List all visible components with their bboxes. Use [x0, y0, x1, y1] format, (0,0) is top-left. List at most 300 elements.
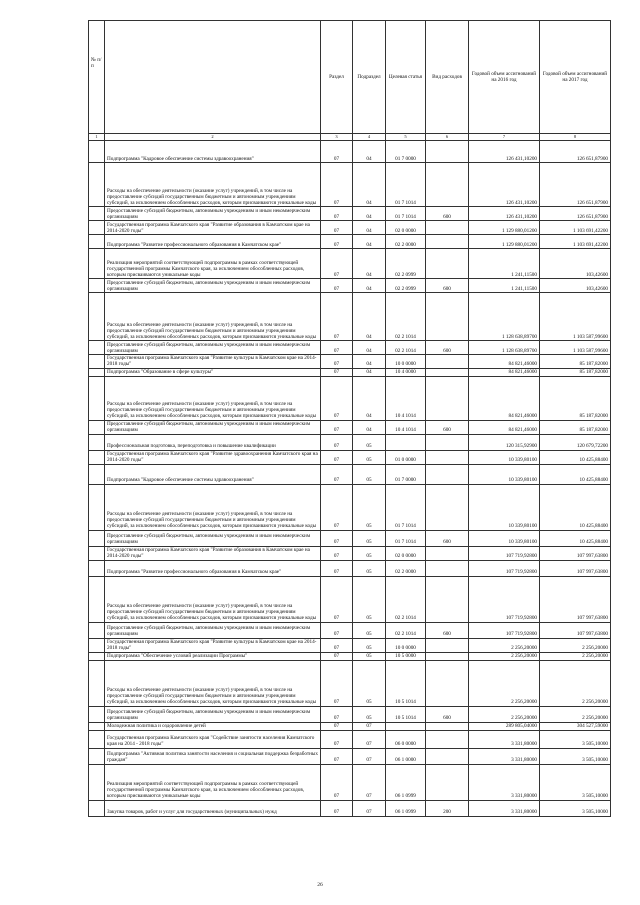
- cell-amount-2017: 10 425,88400: [540, 464, 611, 484]
- cell-num: [89, 434, 105, 450]
- cell-razdel: 07: [321, 434, 353, 450]
- cell-target: 02 2 1014: [386, 293, 426, 341]
- cell-name: Подпрограмма "Кадровое обеспечение системы здравоохранения": [105, 464, 321, 484]
- cell-num: [89, 622, 105, 638]
- cell-amount-2017: 3 505,10000: [540, 730, 611, 748]
- cell-amount-2017: 3 505,10000: [540, 800, 611, 816]
- cell-razdel: 07: [321, 546, 353, 560]
- cell-amount-2017: 1 103 587,99600: [540, 341, 611, 355]
- cell-num: [89, 141, 105, 163]
- cell-amount-2016: 1 241,11500: [469, 279, 540, 293]
- cell-vid: [426, 450, 469, 464]
- cell-vid: [426, 163, 469, 207]
- cell-razdel: 07: [321, 450, 353, 464]
- cell-name: Предоставление субсидий бюджетным, автономным учреждениям и иным некоммерческим организациям: [105, 622, 321, 638]
- cell-amount-2017: 304 527,59000: [540, 722, 611, 730]
- cell-amount-2016: 1 128 638,89700: [469, 293, 540, 341]
- cell-podrazdel: 04: [353, 141, 386, 163]
- cell-amount-2016: 84 821,46000: [469, 376, 540, 420]
- cell-razdel: 07: [321, 484, 353, 530]
- cell-amount-2016: 2 256,20000: [469, 638, 540, 652]
- cell-name: Государственная программа Камчатского края "Развитие культуры в Камчатском крае на 2014-2018 годы": [105, 638, 321, 652]
- cell-amount-2017: 107 997,63800: [540, 576, 611, 622]
- cell-num: [89, 450, 105, 464]
- cell-razdel: 07: [321, 748, 353, 764]
- table-row: [89, 141, 611, 163]
- cell-name: Предоставление субсидий бюджетным, автономным учреждениям и иным некоммерческим организациям: [105, 207, 321, 221]
- table-row: [89, 355, 611, 368]
- header-year-2017: Годовой объем ассигнований на 2017 год: [540, 21, 611, 134]
- col-num: 5: [386, 134, 426, 141]
- cell-razdel: 07: [321, 706, 353, 722]
- table-row: [89, 660, 611, 706]
- cell-podrazdel: 04: [353, 355, 386, 368]
- cell-amount-2017: 126 651,87900: [540, 207, 611, 221]
- cell-amount-2016: 107 719,92800: [469, 576, 540, 622]
- cell-num: [89, 748, 105, 764]
- cell-vid: [426, 722, 469, 730]
- cell-amount-2016: 3 331,80000: [469, 800, 540, 816]
- cell-vid: 600: [426, 420, 469, 434]
- cell-name: Расходы на обеспечение деятельности (оказание услуг) учреждений, в том числе на предоставление субсидий государственным бюджетным и автономным учреждениям субсидий, за исключением обособленных расходов, которым присваиваются уникальные коды: [105, 293, 321, 341]
- cell-num: [89, 484, 105, 530]
- cell-amount-2017: 103,42600: [540, 249, 611, 279]
- col-num: 7: [469, 134, 540, 141]
- cell-amount-2016: 84 821,46000: [469, 420, 540, 434]
- cell-vid: [426, 764, 469, 800]
- cell-num: [89, 706, 105, 722]
- cell-podrazdel: 05: [353, 638, 386, 652]
- cell-amount-2017: 2 256,20000: [540, 660, 611, 706]
- cell-amount-2016: 107 719,92800: [469, 622, 540, 638]
- header-podrazdel: Подраздел: [353, 21, 386, 134]
- cell-name: Предоставление субсидий бюджетным, автономным учреждениям и иным некоммерческим организациям: [105, 420, 321, 434]
- table-body: [89, 141, 611, 816]
- table-row: [89, 249, 611, 279]
- cell-razdel: 07: [321, 800, 353, 816]
- cell-amount-2017: 85 187,82000: [540, 420, 611, 434]
- cell-amount-2017: 10 425,88400: [540, 530, 611, 546]
- table-row: [89, 764, 611, 800]
- cell-amount-2017: 10 425,88400: [540, 450, 611, 464]
- cell-razdel: 07: [321, 420, 353, 434]
- cell-amount-2016: 3 331,80000: [469, 764, 540, 800]
- cell-podrazdel: 04: [353, 207, 386, 221]
- cell-target: 10 5 0000: [386, 652, 426, 660]
- cell-target: [386, 722, 426, 730]
- cell-vid: [426, 464, 469, 484]
- cell-target: 01 7 1014: [386, 530, 426, 546]
- cell-razdel: 07: [321, 221, 353, 235]
- cell-name: Подпрограмма "Развитие профессионального образования в Камчатском крае": [105, 235, 321, 249]
- page-number: 26: [317, 882, 323, 888]
- cell-name: Расходы на обеспечение деятельности (оказание услуг) учреждений, в том числе на предоставление субсидий государственным бюджетным и автономным учреждениям субсидий, за исключением обособленных расходов, которым присваиваются уникальные коды: [105, 576, 321, 622]
- table-row: [89, 576, 611, 622]
- cell-podrazdel: 04: [353, 163, 386, 207]
- cell-amount-2016: 10 339,80100: [469, 530, 540, 546]
- cell-name: Реализация мероприятий соответствующей подпрограммы в рамках соответствующей государственной программы Камчатского края, за исключением обособленных расходов, которым присваиваются уникальные коды: [105, 764, 321, 800]
- cell-razdel: 07: [321, 376, 353, 420]
- cell-name: Государственная программа Камчатского края "Развитие образования в Камчатском крае на 2014-2020 годы": [105, 221, 321, 235]
- cell-vid: 600: [426, 279, 469, 293]
- cell-amount-2017: 85 187,82000: [540, 368, 611, 376]
- cell-vid: [426, 660, 469, 706]
- cell-amount-2017: 103,42600: [540, 279, 611, 293]
- header-year-2016: Годовой объем ассигнований на 2016 год: [469, 21, 540, 134]
- cell-amount-2017: 1 103 691,42200: [540, 221, 611, 235]
- cell-amount-2016: 10 339,80100: [469, 464, 540, 484]
- cell-podrazdel: 07: [353, 800, 386, 816]
- cell-amount-2016: 126 431,10200: [469, 207, 540, 221]
- cell-num: [89, 293, 105, 341]
- cell-amount-2017: 3 505,10000: [540, 748, 611, 764]
- cell-target: 02 0 0000: [386, 546, 426, 560]
- cell-vid: [426, 560, 469, 576]
- table-row: [89, 235, 611, 249]
- cell-target: 02 2 0000: [386, 235, 426, 249]
- cell-razdel: 07: [321, 235, 353, 249]
- cell-vid: [426, 546, 469, 560]
- cell-amount-2016: 3 331,80000: [469, 748, 540, 764]
- cell-num: [89, 660, 105, 706]
- cell-podrazdel: 05: [353, 660, 386, 706]
- cell-name: Расходы на обеспечение деятельности (оказание услуг) учреждений, в том числе на предоставление субсидий государственным бюджетным и автономным учреждениям субсидий, за исключением обособленных расходов, которым присваиваются уникальные коды: [105, 163, 321, 207]
- cell-amount-2017: 107 997,63800: [540, 546, 611, 560]
- table-row: [89, 434, 611, 450]
- cell-num: [89, 235, 105, 249]
- table-row: [89, 800, 611, 816]
- table-row: [89, 546, 611, 560]
- cell-amount-2017: 126 651,87900: [540, 163, 611, 207]
- cell-amount-2016: 84 821,46000: [469, 355, 540, 368]
- table-row: [89, 622, 611, 638]
- table-row: [89, 376, 611, 420]
- cell-razdel: 07: [321, 163, 353, 207]
- cell-razdel: 07: [321, 141, 353, 163]
- cell-amount-2016: 126 431,10200: [469, 163, 540, 207]
- cell-num: [89, 207, 105, 221]
- cell-razdel: 07: [321, 722, 353, 730]
- cell-podrazdel: 04: [353, 249, 386, 279]
- cell-vid: 600: [426, 530, 469, 546]
- header-name: [105, 21, 321, 134]
- table-row: [89, 722, 611, 730]
- cell-amount-2016: 2 256,20000: [469, 706, 540, 722]
- cell-target: 02 2 0999: [386, 279, 426, 293]
- cell-target: 02 2 0999: [386, 249, 426, 279]
- cell-num: [89, 249, 105, 279]
- cell-num: [89, 730, 105, 748]
- cell-target: [386, 434, 426, 450]
- cell-name: Подпрограмма "Образование в сфере культуры": [105, 368, 321, 376]
- table-row: [89, 341, 611, 355]
- cell-name: Предоставление субсидий бюджетным, автономным учреждениям и иным некоммерческим организациям: [105, 530, 321, 546]
- cell-num: [89, 638, 105, 652]
- cell-podrazdel: 07: [353, 722, 386, 730]
- cell-vid: 200: [426, 800, 469, 816]
- cell-target: 10 5 1014: [386, 660, 426, 706]
- cell-razdel: 07: [321, 464, 353, 484]
- table-row: [89, 530, 611, 546]
- cell-name: Предоставление субсидий бюджетным, автономным учреждениям и иным некоммерческим организациям: [105, 706, 321, 722]
- cell-amount-2017: 1 103 587,99600: [540, 293, 611, 341]
- cell-num: [89, 576, 105, 622]
- cell-vid: [426, 484, 469, 530]
- cell-num: [89, 464, 105, 484]
- cell-amount-2017: 107 997,63800: [540, 622, 611, 638]
- budget-table: [88, 20, 611, 817]
- cell-amount-2017: 126 651,87900: [540, 141, 611, 163]
- cell-podrazdel: 05: [353, 560, 386, 576]
- cell-vid: [426, 355, 469, 368]
- cell-podrazdel: 04: [353, 420, 386, 434]
- cell-name: Расходы на обеспечение деятельности (оказание услуг) учреждений, в том числе на предоставление субсидий государственным бюджетным и автономным учреждениям субсидий, за исключением обособленных расходов, которым присваиваются уникальные коды: [105, 376, 321, 420]
- cell-amount-2016: 126 431,10200: [469, 141, 540, 163]
- cell-vid: [426, 249, 469, 279]
- cell-target: 10 0 0000: [386, 638, 426, 652]
- cell-amount-2017: 120 679,72200: [540, 434, 611, 450]
- cell-name: Молодежная политика и оздоровление детей: [105, 722, 321, 730]
- table-header-row: [89, 21, 611, 134]
- cell-vid: [426, 638, 469, 652]
- cell-target: 02 2 1014: [386, 576, 426, 622]
- cell-podrazdel: 05: [353, 546, 386, 560]
- cell-amount-2017: 107 997,63800: [540, 560, 611, 576]
- cell-name: Подпрограмма "Активная политика занятости населения и социальная поддержка безработных граждан": [105, 748, 321, 764]
- cell-podrazdel: 04: [353, 368, 386, 376]
- cell-amount-2017: 10 425,88400: [540, 484, 611, 530]
- cell-name: Расходы на обеспечение деятельности (оказание услуг) учреждений, в том числе на предоставление субсидий государственным бюджетным и автономным учреждениям субсидий, за исключением обособленных расходов, которым присваиваются уникальные коды: [105, 484, 321, 530]
- cell-razdel: 07: [321, 622, 353, 638]
- cell-target: 01 0 0000: [386, 450, 426, 464]
- cell-target: 01 7 1014: [386, 207, 426, 221]
- table-row: [89, 450, 611, 464]
- cell-vid: [426, 576, 469, 622]
- cell-num: [89, 652, 105, 660]
- cell-num: [89, 560, 105, 576]
- cell-num: [89, 764, 105, 800]
- cell-target: 10 4 0000: [386, 368, 426, 376]
- cell-razdel: 07: [321, 249, 353, 279]
- table-row: [89, 560, 611, 576]
- cell-name: Подпрограмма "Развитие профессионального образования в Камчатском крае": [105, 560, 321, 576]
- cell-razdel: 07: [321, 207, 353, 221]
- col-num: 2: [105, 134, 321, 141]
- cell-amount-2016: 2 256,20000: [469, 652, 540, 660]
- cell-amount-2016: 1 128 638,89700: [469, 341, 540, 355]
- cell-podrazdel: 05: [353, 706, 386, 722]
- cell-razdel: 07: [321, 764, 353, 800]
- cell-amount-2016: 120 315,92900: [469, 434, 540, 450]
- cell-podrazdel: 05: [353, 622, 386, 638]
- header-razdel: Раздел: [321, 21, 353, 134]
- cell-podrazdel: 04: [353, 341, 386, 355]
- cell-amount-2017: 2 256,20000: [540, 652, 611, 660]
- cell-razdel: 07: [321, 730, 353, 748]
- cell-razdel: 07: [321, 638, 353, 652]
- cell-podrazdel: 04: [353, 221, 386, 235]
- cell-num: [89, 420, 105, 434]
- cell-amount-2016: 107 719,92800: [469, 560, 540, 576]
- header-target: Целевая статья: [386, 21, 426, 134]
- cell-vid: [426, 221, 469, 235]
- table-row: [89, 420, 611, 434]
- cell-razdel: 07: [321, 530, 353, 546]
- cell-num: [89, 279, 105, 293]
- cell-razdel: 07: [321, 576, 353, 622]
- cell-target: 01 7 1014: [386, 163, 426, 207]
- cell-name: Подпрограмма "Обеспечение условий реализации Программы": [105, 652, 321, 660]
- cell-podrazdel: 05: [353, 450, 386, 464]
- cell-target: 06 1 0999: [386, 764, 426, 800]
- cell-name: Государственная программа Камчатского края "Развитие образования в Камчатском крае на 2014-2020 годы": [105, 546, 321, 560]
- cell-name: Государственная программа Камчатского края "Развитие культуры в Камчатском крае на 2014-2018 годы": [105, 355, 321, 368]
- table-row: [89, 293, 611, 341]
- cell-amount-2016: 1 129 880,01200: [469, 221, 540, 235]
- cell-razdel: 07: [321, 368, 353, 376]
- cell-amount-2017: 3 505,10000: [540, 764, 611, 800]
- cell-target: 06 1 0999: [386, 800, 426, 816]
- cell-amount-2016: 10 339,80100: [469, 450, 540, 464]
- cell-target: 10 0 0000: [386, 355, 426, 368]
- cell-podrazdel: 05: [353, 652, 386, 660]
- cell-podrazdel: 05: [353, 434, 386, 450]
- cell-razdel: 07: [321, 660, 353, 706]
- col-num: 3: [321, 134, 353, 141]
- cell-num: [89, 221, 105, 235]
- cell-amount-2016: 10 339,80100: [469, 484, 540, 530]
- table-row: [89, 368, 611, 376]
- cell-target: 01 7 0000: [386, 464, 426, 484]
- cell-vid: [426, 730, 469, 748]
- cell-razdel: 07: [321, 560, 353, 576]
- cell-podrazdel: 04: [353, 376, 386, 420]
- cell-vid: [426, 376, 469, 420]
- table-row: [89, 652, 611, 660]
- col-num: 8: [540, 134, 611, 141]
- cell-name: Государственная программа Камчатского края "Развитие здравоохранения Камчатского края на 2014-2020 годы": [105, 450, 321, 464]
- cell-amount-2016: 84 821,46000: [469, 368, 540, 376]
- cell-name: Предоставление субсидий бюджетным, автономным учреждениям и иным некоммерческим организациям: [105, 279, 321, 293]
- cell-vid: 600: [426, 207, 469, 221]
- cell-target: 10 5 1014: [386, 706, 426, 722]
- table-row: [89, 279, 611, 293]
- cell-target: 06 1 0000: [386, 748, 426, 764]
- table-row: [89, 748, 611, 764]
- cell-vid: [426, 141, 469, 163]
- col-num: 6: [426, 134, 469, 141]
- cell-podrazdel: 04: [353, 293, 386, 341]
- cell-num: [89, 368, 105, 376]
- cell-razdel: 07: [321, 355, 353, 368]
- cell-vid: [426, 368, 469, 376]
- cell-num: [89, 722, 105, 730]
- cell-vid: [426, 434, 469, 450]
- col-num: 1: [89, 134, 105, 141]
- cell-podrazdel: 07: [353, 748, 386, 764]
- table-row: [89, 730, 611, 748]
- cell-razdel: 07: [321, 652, 353, 660]
- cell-podrazdel: 04: [353, 235, 386, 249]
- table-row: [89, 207, 611, 221]
- cell-amount-2016: 107 719,92800: [469, 546, 540, 560]
- cell-name: Предоставление субсидий бюджетным, автономным учреждениям и иным некоммерческим организациям: [105, 341, 321, 355]
- cell-target: 01 7 1014: [386, 484, 426, 530]
- table-row: [89, 484, 611, 530]
- table-row: [89, 638, 611, 652]
- cell-name: Государственная программа Камчатского края "Содействие занятости населения Камчатского края на 2014 - 2018 годы": [105, 730, 321, 748]
- cell-name: Расходы на обеспечение деятельности (оказание услуг) учреждений, в том числе на предоставление субсидий государственным бюджетным и автономным учреждениям субсидий, за исключением обособленных расходов, которым присваиваются уникальные коды: [105, 660, 321, 706]
- cell-target: 10 4 1014: [386, 420, 426, 434]
- cell-podrazdel: 05: [353, 530, 386, 546]
- cell-num: [89, 546, 105, 560]
- cell-vid: 600: [426, 341, 469, 355]
- table-row: [89, 221, 611, 235]
- cell-name: Подпрограмма "Кадровое обеспечение системы здравоохранения": [105, 141, 321, 163]
- cell-amount-2016: 1 241,11500: [469, 249, 540, 279]
- cell-vid: 600: [426, 622, 469, 638]
- cell-vid: [426, 652, 469, 660]
- cell-target: 02 2 1014: [386, 622, 426, 638]
- cell-target: 10 4 1014: [386, 376, 426, 420]
- cell-name: Профессиональная подготовка, переподготовка и повышение квалификации: [105, 434, 321, 450]
- cell-amount-2016: 2 256,20000: [469, 660, 540, 706]
- cell-target: 01 7 0000: [386, 141, 426, 163]
- col-num: 4: [353, 134, 386, 141]
- cell-num: [89, 530, 105, 546]
- cell-podrazdel: 07: [353, 730, 386, 748]
- column-number-row: [89, 134, 611, 141]
- cell-target: 02 0 0000: [386, 221, 426, 235]
- cell-podrazdel: 05: [353, 576, 386, 622]
- cell-name: Реализация мероприятий соответствующей подпрограммы в рамках соответствующей государственной программы Камчатского края, за исключением обособленных расходов, которым присваиваются уникальные коды: [105, 249, 321, 279]
- cell-target: 06 0 0000: [386, 730, 426, 748]
- cell-amount-2017: 85 187,82000: [540, 376, 611, 420]
- cell-num: [89, 376, 105, 420]
- cell-podrazdel: 05: [353, 484, 386, 530]
- cell-amount-2016: 3 331,80000: [469, 730, 540, 748]
- table-row: [89, 163, 611, 207]
- table-row: [89, 464, 611, 484]
- cell-podrazdel: 05: [353, 464, 386, 484]
- cell-amount-2016: 289 805,04000: [469, 722, 540, 730]
- cell-num: [89, 163, 105, 207]
- cell-target: 02 2 0000: [386, 560, 426, 576]
- cell-amount-2017: 85 187,82000: [540, 355, 611, 368]
- cell-podrazdel: 07: [353, 764, 386, 800]
- table-row: [89, 706, 611, 722]
- cell-vid: [426, 293, 469, 341]
- header-num: № п/п: [89, 21, 105, 134]
- cell-amount-2017: 2 256,20000: [540, 638, 611, 652]
- cell-name: Закупка товаров, работ и услуг для государственных (муниципальных) нужд: [105, 800, 321, 816]
- cell-vid: 600: [426, 706, 469, 722]
- cell-amount-2017: 1 103 691,42200: [540, 235, 611, 249]
- cell-num: [89, 341, 105, 355]
- cell-vid: [426, 748, 469, 764]
- header-vid: Вид расходов: [426, 21, 469, 134]
- cell-podrazdel: 04: [353, 279, 386, 293]
- cell-vid: [426, 235, 469, 249]
- cell-amount-2017: 2 256,20000: [540, 706, 611, 722]
- cell-razdel: 07: [321, 293, 353, 341]
- cell-razdel: 07: [321, 341, 353, 355]
- cell-razdel: 07: [321, 279, 353, 293]
- cell-target: 02 2 1014: [386, 341, 426, 355]
- cell-amount-2016: 1 129 880,01200: [469, 235, 540, 249]
- cell-num: [89, 800, 105, 816]
- cell-num: [89, 355, 105, 368]
